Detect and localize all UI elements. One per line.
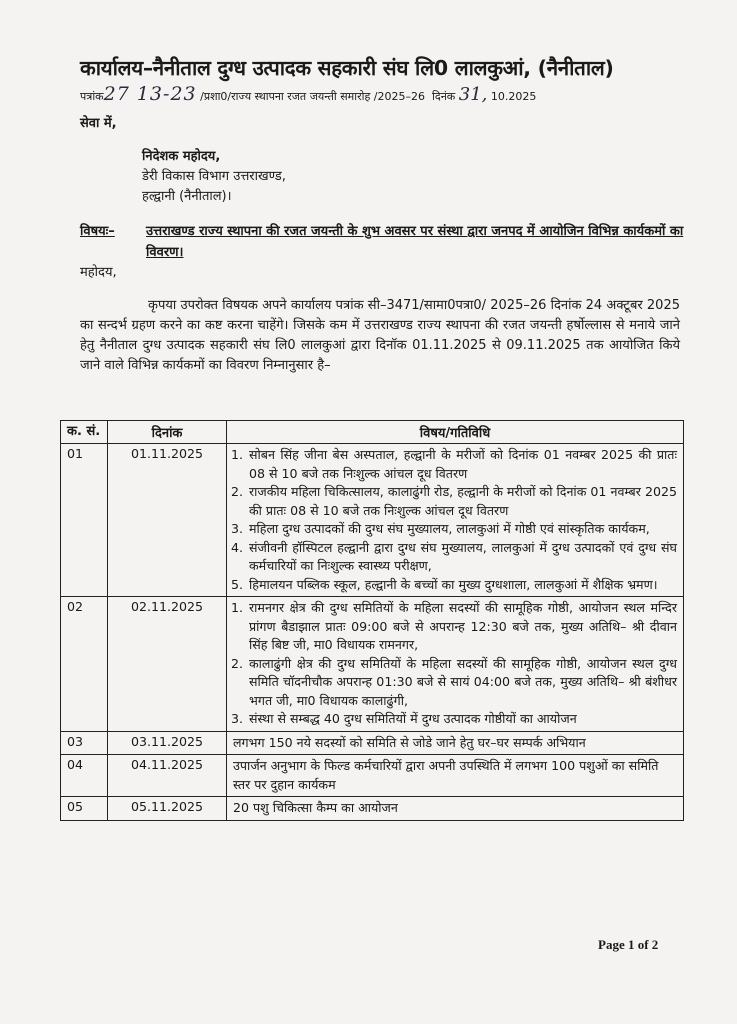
row-activities xyxy=(227,597,684,732)
subject-text: उत्तराखण्ड राज्य स्थापना की रजत जयन्ती के शुभ अवसर पर संस्था द्वारा जनपद में आयोजिन विभिन्न कार्यकमों का विवरण। xyxy=(146,224,684,260)
table-row xyxy=(61,731,684,755)
addressee-line: हल्द्वानी (नैनीताल)। xyxy=(142,189,232,204)
row-serial: 05 xyxy=(61,797,108,821)
row-date: 01.11.2025 xyxy=(108,444,227,597)
row-serial: 04 xyxy=(61,755,108,797)
page-indicator: Page 1 of 2 xyxy=(598,937,659,952)
row-activity-text: 20 पशु चिकित्सा कैम्प का आयोजन xyxy=(227,797,684,821)
activity-item: 1. रामनगर क्षेत्र की दुग्ध समितियों के महिला सदस्यों की सामूहिक गोष्ठी, आयोजन स्थल मन्दिर प्रांगण बैडाझाल प्रातः 09:00 बजे से अपरान्ह 12:30 बजे तक, मुख्य अतिथि– श्री दीवान सिंह बिष्ट जी, मा0 विधायक रामनगर, xyxy=(247,599,677,655)
ref-handwritten-number: 27 13-23 xyxy=(103,83,197,105)
row-activity-text: उपार्जन अनुभाग के फिल्ड कर्मचारियों द्वारा अपनी उपस्थिति में लगभग 100 पशुओं का समिति स्तर पर दुहान कार्यकम xyxy=(227,755,684,797)
office-title: कार्यालय–नैनीताल दुग्ध उत्पादक सहकारी संघ लि0 लालकुआं, (नैनीताल) xyxy=(80,56,614,80)
header-serial: क. सं. xyxy=(61,421,108,444)
activity-item: 1. सोबन सिंह जीना बेस अस्पताल, हल्द्वानी के मरीजों को दिनांक 01 नवम्बर 2025 की प्रातः 08 से 10 बजे तक निःशुल्क आंचल दूध वितरण xyxy=(247,446,677,483)
row-date: 02.11.2025 xyxy=(108,597,227,732)
salutation-to: सेवा में, xyxy=(80,116,117,131)
subject-label: विषयः– xyxy=(80,224,115,239)
date-handwritten: 31, xyxy=(458,84,488,105)
table-row xyxy=(61,597,684,732)
row-date: 05.11.2025 xyxy=(108,797,227,821)
row-date: 03.11.2025 xyxy=(108,731,227,755)
activity-item: 3. संस्था से सम्बद्ध 40 दुग्ध समितियों में दुग्ध उत्पादक गोष्ठीयों का आयोजन xyxy=(247,710,677,729)
row-date: 04.11.2025 xyxy=(108,755,227,797)
table-header-row xyxy=(61,421,684,444)
reference-line xyxy=(80,83,700,105)
addressee-block xyxy=(142,147,286,207)
activity-item: 2. राजकीय महिला चिकित्सालय, कालाढुंगी रोड, हल्द्वानी के मरीजों को दिनांक 01 नवम्बर 2025 की प्रातः 08 से 10 बजे तक निःशुल्क आंचल दूध वितरण xyxy=(247,483,677,520)
activities-table xyxy=(60,420,684,821)
row-serial: 02 xyxy=(61,597,108,732)
header-activity: विषय/गतिविधि xyxy=(227,421,684,444)
row-serial: 01 xyxy=(61,444,108,597)
addressee-line: डेरी विकास विभाग उत्तराखण्ड, xyxy=(142,169,286,184)
row-serial: 03 xyxy=(61,731,108,755)
date-label: दिनंक xyxy=(432,90,456,103)
table-row xyxy=(61,797,684,821)
greeting: महोदय, xyxy=(80,265,117,280)
addressee-line: निदेशक महोदय, xyxy=(142,149,221,164)
activity-item: 5. हिमालयन पब्लिक स्कूल, हल्द्वानी के बच्चों का मुख्य दुग्धशाला, लालकुआं में शैक्षिक भ्रमण। xyxy=(247,576,677,595)
activity-item: 3. महिला दुग्ध उत्पादकों की दुग्ध संघ मुख्यालय, लालकुआं में गोष्ठी एवं सांस्कृतिक कार्यकम, xyxy=(247,520,677,539)
ref-label: पत्रांक xyxy=(80,90,104,103)
row-activity-text: लगभग 150 नये सदस्यों को समिति से जोडे जाने हेतु घर–घर सम्पर्क अभियान xyxy=(227,731,684,755)
table-row xyxy=(61,755,684,797)
ref-suffix: /प्रशा0/राज्य स्थापना रजत जयन्ती समारोह /2025–26 xyxy=(200,90,425,103)
row-activities xyxy=(227,444,684,597)
activity-item: 2. कालाढुंगी क्षेत्र की दुग्ध समितियों के महिला सदस्यों की सामूहिक गोष्ठी, आयोजन स्थल दुग्ध समिति चॉदनीचौक अपरान्ह 01:30 बजे से सायं 04:00 बजे तक, मुख्य अतिथि– श्री बंशीधर भगत जी, मा0 विधायक कालाढुंगी, xyxy=(247,655,677,711)
body-paragraph: कृपया उपरोक्त विषयक अपने कार्यालय पत्रांक सी–3471/सामा0पत्रा0/ 2025–26 दिनांक 24 अक्टूबर 2025 का सन्दर्भ ग्रहण करने का कष्ट करना चाहेंगे। जिसके कम में उत्तराखण्ड राज्य स्थापना की रजत जयन्ती हर्षोल्लास से मनाये जाने हेतु नैनीताल दुग्ध उत्पादक सहकारी संघ लि0 लालकुआं द्वारा दिनॉक 01.11.2025 से 09.11.2025 तक आयोजित किये जाने वाले विभिन्न कार्यकमों का विवरण निम्नानुसार है– xyxy=(80,298,680,373)
table-row xyxy=(61,444,684,597)
header-date: दिनांक xyxy=(108,421,227,444)
activity-item: 4. संजीवनी हॉस्पिटल हल्द्वानी द्वारा दुग्ध संघ मुख्यालय, लालकुआं में दुग्ध उत्पादकों एवं दुग्ध संघ कर्मचारियों का निःशुल्क स्वास्थ्य परीक्षण, xyxy=(247,539,677,576)
date-printed: 10.2025 xyxy=(490,90,537,103)
